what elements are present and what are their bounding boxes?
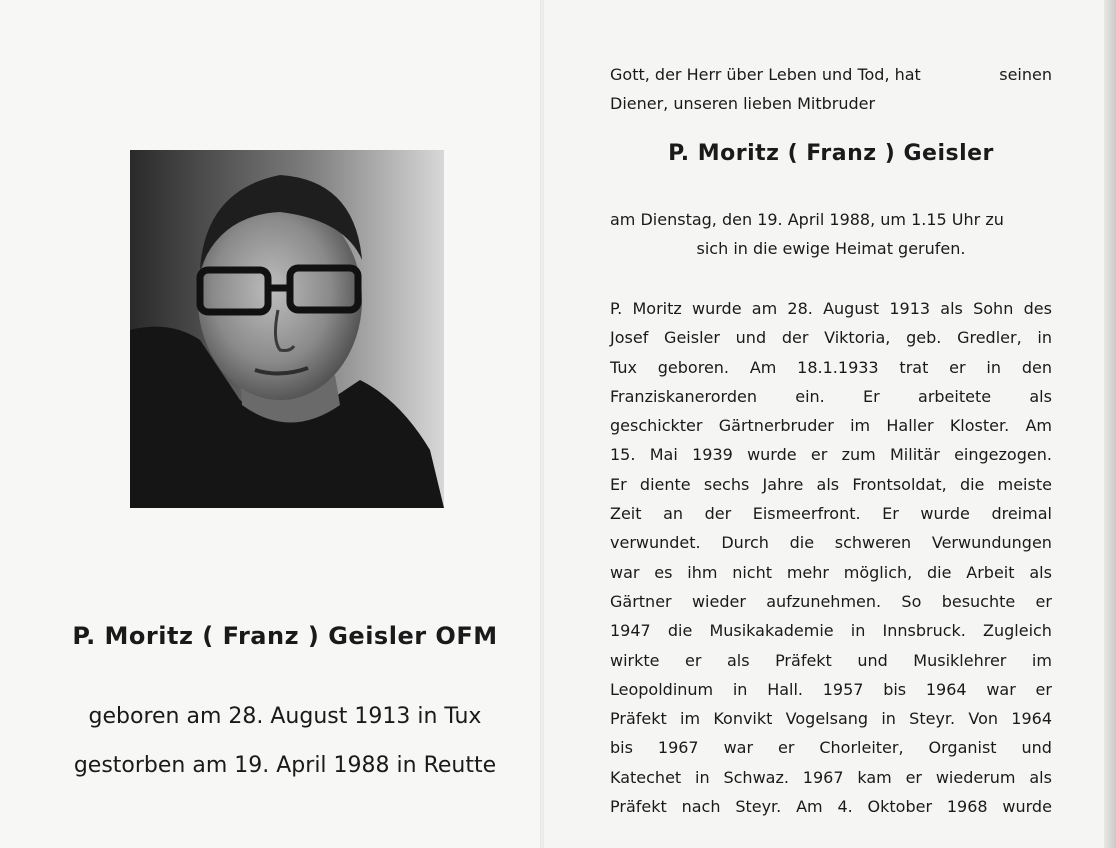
right-name-heading: P. Moritz ( Franz ) Geisler [668,141,994,166]
left-name-heading: P. Moritz ( Franz ) Geisler OFM [72,622,498,650]
biography-line: geschickter Gärtnerbruder im Haller Kloster. Am [610,416,1052,436]
biography-line: 1947 die Musikakademie in Innsbruck. Zugleich [610,621,1052,641]
death-notice [610,205,1052,263]
biography-line: Zeit an der Eismeerfront. Er wurde dreimal [610,504,1052,524]
card-edge [1104,0,1116,848]
biography-line: verwundet. Durch die schweren Verwundungen [610,533,1052,553]
biography-line: war es ihm nicht mehr möglich, die Arbeit als [610,562,1052,582]
biography-line: Franziskanerorden ein. Er arbeitete als [610,386,1052,406]
biography-line: Tux geboren. Am 18.1.1933 trat er in den [610,357,1052,377]
death-line: gestorben am 19. April 1988 in Reutte [73,753,497,778]
biography-line: Katechet in Schwaz. 1967 kam er wiederum als [610,767,1052,787]
intro-line-2: Diener, unseren lieben Mitbruder [610,94,876,113]
intro-text [610,60,1052,118]
biography-text [610,294,1052,821]
intro-line-1b: seinen [999,65,1052,84]
biography-line: bis 1967 war er Chorleiter, Organist und [610,738,1052,758]
death-notice-line-1: am Dienstag, den 19. April 1988, um 1.15 Uhr zu [610,210,1004,229]
biography-line: Präfekt im Konvikt Vogelsang in Steyr. Von 1964 [610,709,1052,729]
biography-line: Gärtner wieder aufzunehmen. So besuchte er [610,591,1052,611]
biography-line: Leopoldinum in Hall. 1957 bis 1964 war er [610,679,1052,699]
biography-line: Josef Geisler und der Viktoria, geb. Gredler, in [610,328,1052,348]
portrait-photo [130,150,444,508]
intro-line-1a: Gott, der Herr über Leben und Tod, hat [610,65,921,84]
biography-line: Er diente sechs Jahre als Frontsoldat, die meiste [610,474,1052,494]
biography-line: Präfekt nach Steyr. Am 4. Oktober 1968 wurde [610,797,1052,817]
birth-line: geboren am 28. August 1913 in Tux [88,704,482,729]
biography-line: wirkte er als Präfekt und Musiklehrer im [610,650,1052,670]
death-notice-line-2: sich in die ewige Heimat gerufen. [696,239,966,258]
biography-line: P. Moritz wurde am 28. August 1913 als Sohn des [610,299,1052,318]
biography-line: 15. Mai 1939 wurde er zum Militär eingezogen. [610,445,1052,465]
